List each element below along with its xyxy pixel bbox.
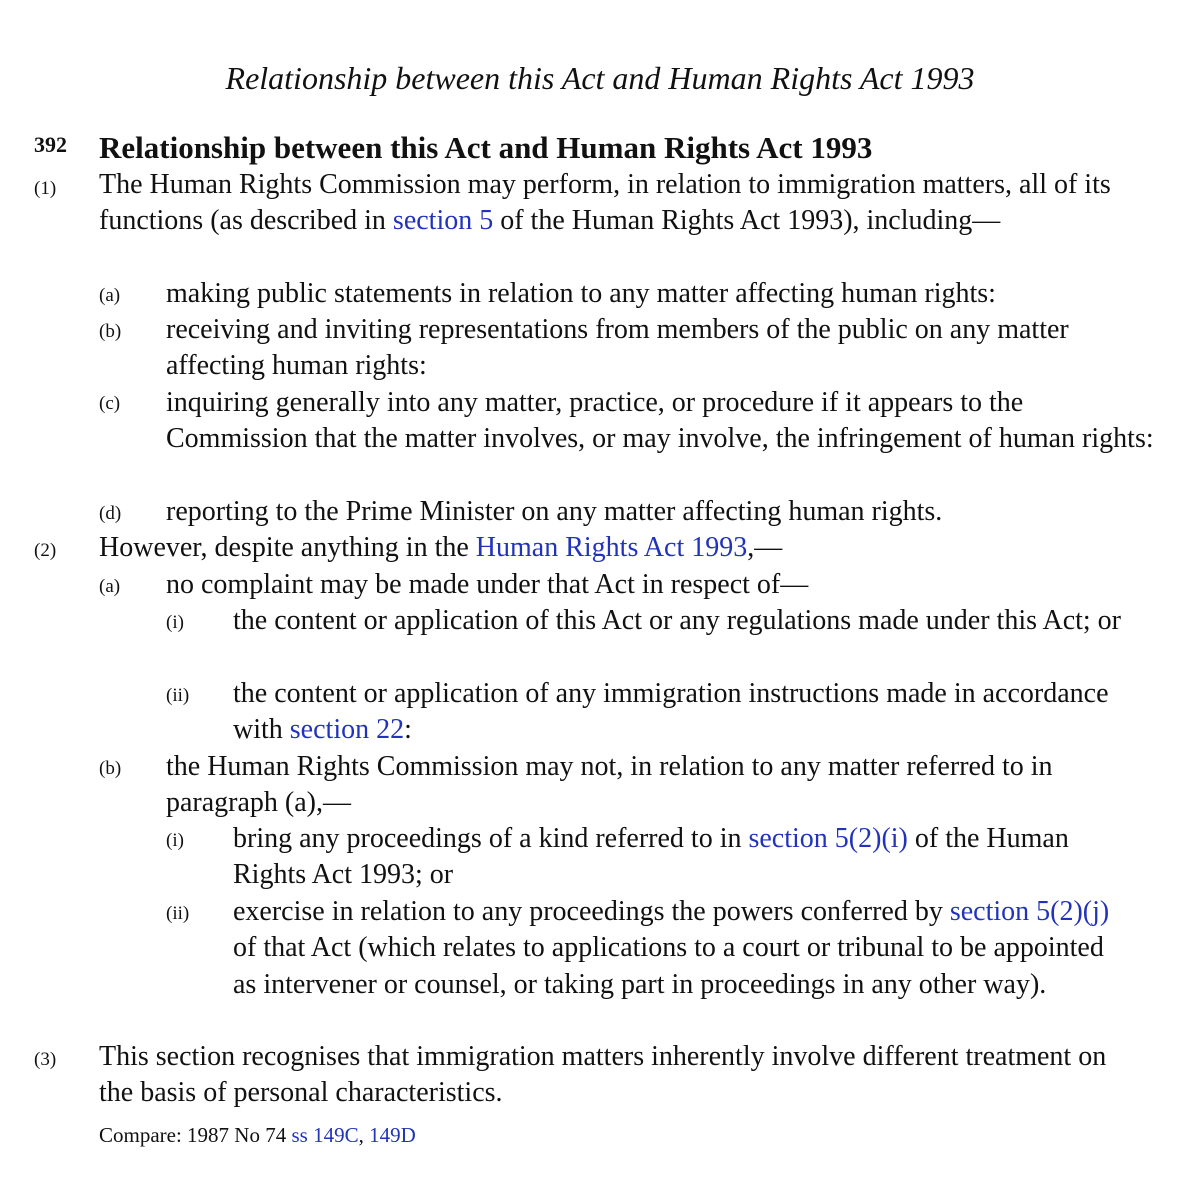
subparagraph-2bi-text-after: of the Human Rights Act 1993; or [233, 823, 1069, 891]
subparagraph-label-2bii: (ii) [166, 903, 190, 924]
subsection-label-2: (2) [34, 540, 57, 561]
subparagraph-label-2aii: (ii) [166, 685, 190, 706]
section-number: 392 [34, 132, 67, 157]
subparagraph-label-2bi: (i) [166, 830, 184, 851]
subparagraph-2bii-text [233, 894, 1133, 1003]
paragraph-label-1c: (c) [99, 393, 121, 414]
subsection-label-3: (3) [34, 1049, 57, 1070]
running-header: Relationship between this Act and Human Rights Act 1993 [225, 60, 975, 96]
subparagraph-2bi-text [233, 821, 1133, 894]
subparagraph-2bii-text-after: of that Act (which relates to applications to a court or tribunal to be appointed as intervener or counsel, or taking part in proceedings in any other way). [233, 932, 1104, 1000]
subparagraph-2ai-text: the content or application of this Act or any regulations made under this Act; or [233, 605, 1122, 636]
subparagraph-2aii-text [233, 676, 1133, 749]
subsection-2-text [99, 530, 1149, 566]
paragraph-1b-text: receiving and inviting representations from members of the public on any matter affecting human rights: [166, 314, 1069, 382]
section-title: Relationship between this Act and Human Rights Act 1993 [99, 130, 873, 165]
paragraph-label-1d: (d) [99, 503, 122, 524]
paragraph-1c-text: inquiring generally into any matter, practice, or procedure if it appears to the Commission that the matter involves, or may involve, the infringement of human rights: [166, 387, 1154, 455]
paragraph-label-1a: (a) [99, 285, 121, 306]
paragraph-label-2a: (a) [99, 576, 121, 597]
human-rights-act-link[interactable]: Human Rights Act 1993 [475, 532, 748, 563]
subsection-1-text [99, 167, 1149, 240]
paragraph-1a-text: making public statements in relation to any matter affecting human rights: [166, 278, 996, 309]
compare-prefix: Compare: 1987 No 74 [99, 1123, 292, 1147]
section-22-link[interactable]: section 22 [289, 714, 405, 746]
subparagraph-2aii-text-after: : [404, 714, 412, 746]
subsection-label-1: (1) [34, 178, 57, 199]
subparagraph-label-2ai: (i) [166, 612, 184, 633]
ss-149c-link[interactable]: ss 149C [291, 1123, 359, 1147]
section-5-link[interactable]: section 5 [392, 205, 494, 237]
subparagraph-2bi-text-before: bring any proceedings of a kind referred to in [233, 823, 749, 854]
subsection-2-text-after: ,— [747, 532, 783, 563]
subsection-1-text-after: of the Human Rights Act 1993), including— [493, 205, 1001, 237]
subsection-3-text: This section recognises that immigration matters inherently involve different treatment on the basis of personal characteristics. [99, 1041, 1107, 1109]
subparagraph-2bii-text-before: exercise in relation to any proceedings the powers conferred by [233, 896, 950, 927]
paragraph-1d-text: reporting to the Prime Minister on any matter affecting human rights. [166, 496, 943, 527]
subparagraph-2aii-text-before: the content or application of any immigration instructions made in accordance with [233, 678, 1109, 746]
compare-separator: , [358, 1123, 370, 1147]
subsection-1-text-before: The Human Rights Commission may perform, in relation to immigration matters, all of its functions (as described in [99, 169, 1111, 237]
paragraph-2a-text: no complaint may be made under that Act in respect of— [166, 569, 809, 600]
compare-note [99, 1121, 416, 1149]
section-5-2-i-link[interactable]: section 5(2)(i) [748, 823, 908, 854]
section-5-2-j-link[interactable]: section 5(2)(j) [949, 896, 1110, 927]
paragraph-label-1b: (b) [99, 321, 122, 342]
paragraph-label-2b: (b) [99, 758, 122, 779]
subsection-2-text-before: However, despite anything in the [99, 532, 476, 563]
paragraph-2b-text: the Human Rights Commission may not, in relation to any matter referred to in paragraph (a),— [166, 751, 1053, 819]
149d-link[interactable]: 149D [369, 1123, 416, 1147]
